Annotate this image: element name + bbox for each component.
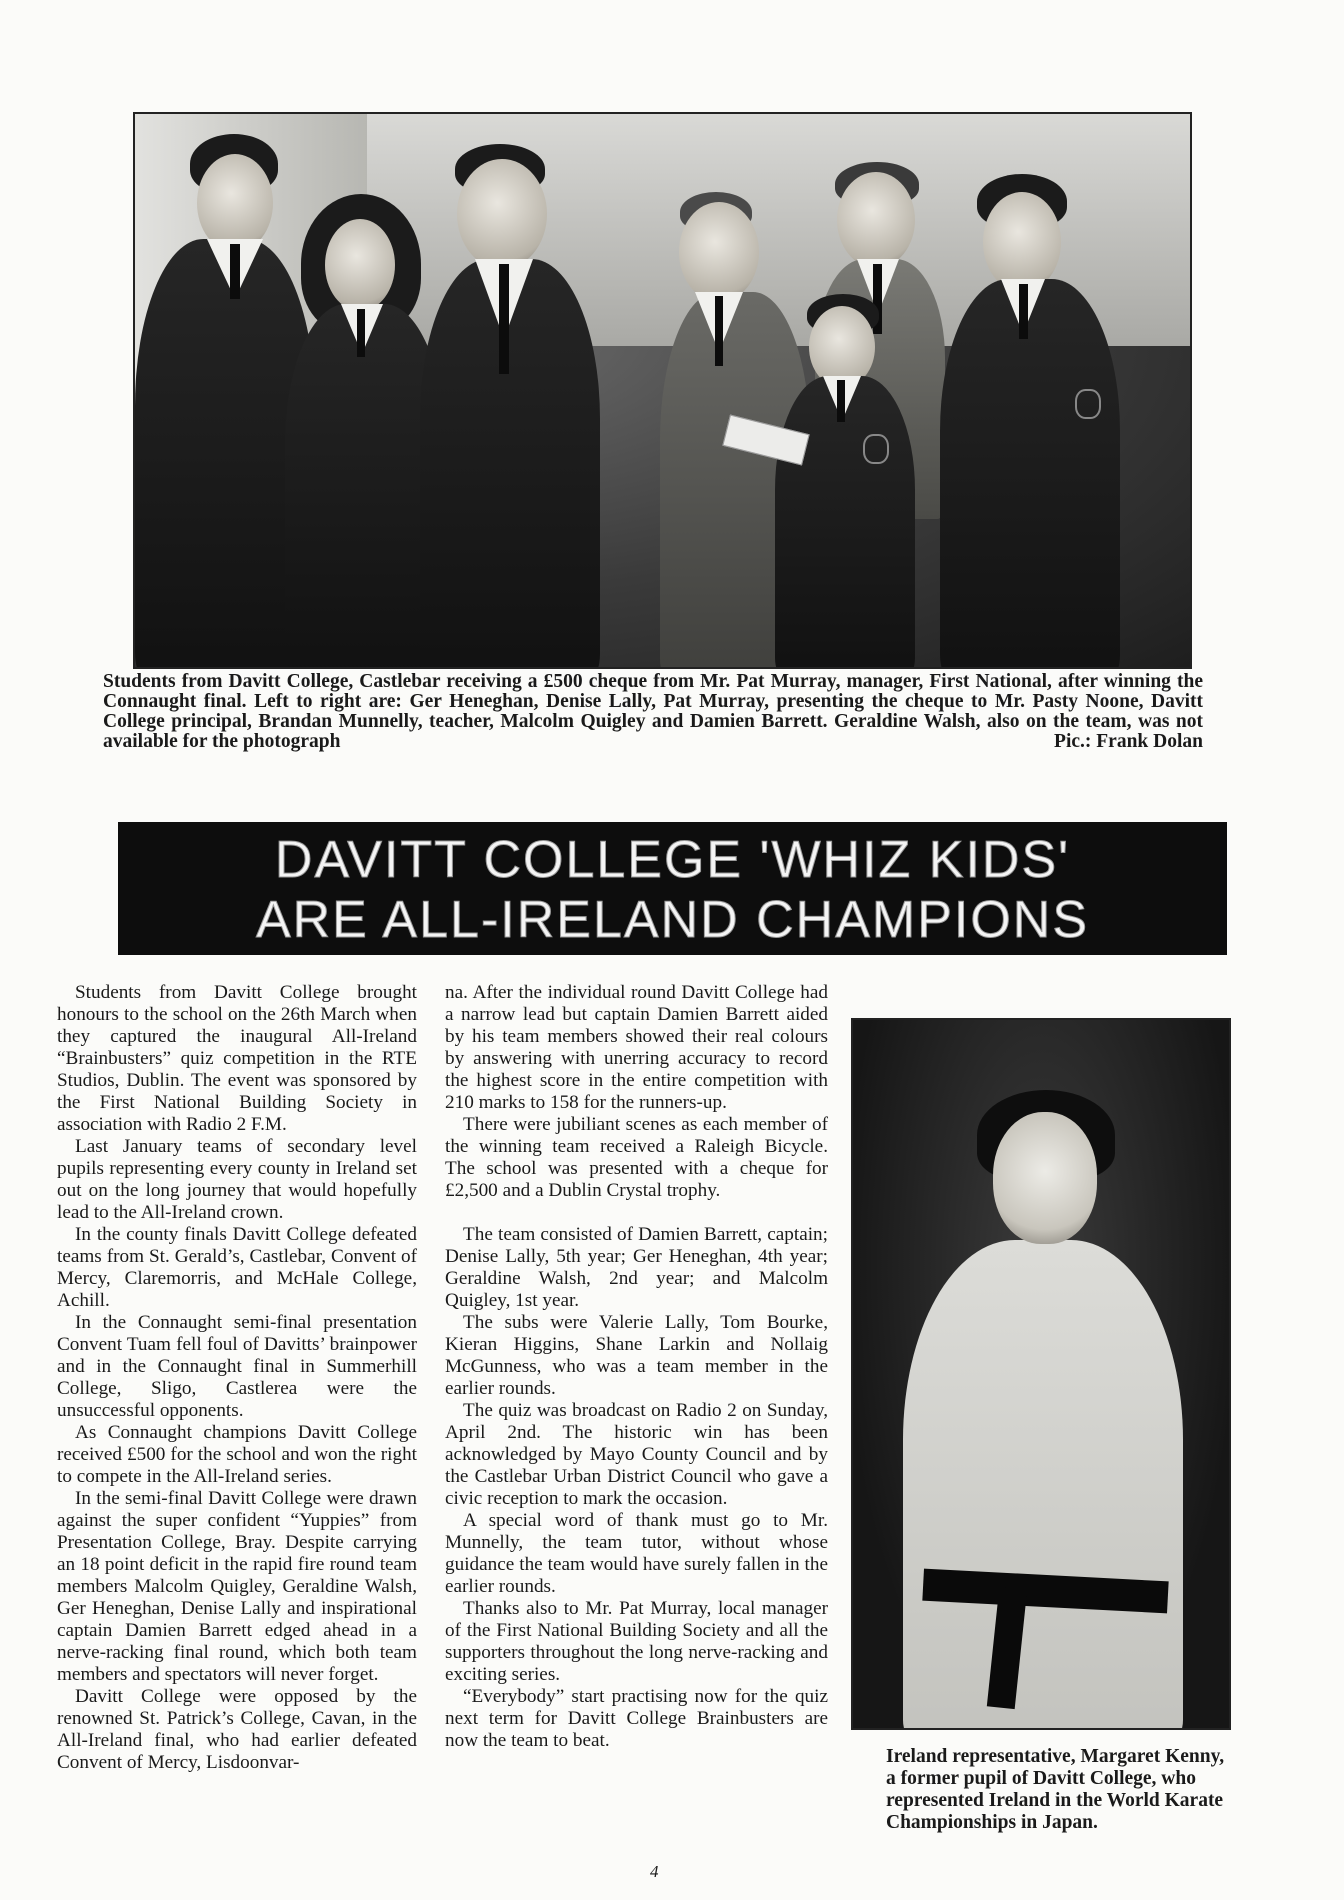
paragraph: There were jubiliant scenes as each member of the winning team received a Raleigh Bicycle. The school was presented with a cheque for £2,500 and a Dublin Crystal trophy. bbox=[445, 1114, 828, 1201]
caption-text: Students from Davitt College, Castlebar receiving a £500 cheque from Mr. Pat Murray, manager, First National, after winning the Connaught final. Left to right are: Ger Heneghan, Denise Lally, Pat Murray, presenting the cheque to Mr. Pasty Noone, Davitt College principal, Brandan Munnelly, teacher, Malcolm Quigley and Damien Barrett. Geraldine Walsh, also on the team, was not available for the photograph bbox=[103, 671, 1203, 752]
photo-caption bbox=[103, 672, 1203, 752]
paragraph: In the Connaught semi-final presentation Convent Tuam fell foul of Davitts’ brainpower and in the Connaught final in Summerhill College, Sligo, Castlerea were the unsuccessful opponents. bbox=[57, 1312, 417, 1421]
paragraph: Last January teams of secondary level pupils representing every county in Ireland set out on the long journey that would hopefully lead to the All-Ireland crown. bbox=[57, 1136, 417, 1223]
page-number: 4 bbox=[650, 1862, 659, 1881]
article-column-2 bbox=[445, 982, 828, 1752]
headline-line-1: DAVITT COLLEGE 'WHIZ KIDS' bbox=[274, 831, 1071, 889]
paragraph: The team consisted of Damien Barrett, captain; Denise Lally, 5th year; Ger Heneghan, 4th year; Geraldine Walsh, 2nd year; and Malcolm Quigley, 1st year. bbox=[445, 1224, 828, 1311]
karate-photo-caption: Ireland representative, Margaret Kenny, a former pupil of Davitt College, who represented Ireland in the World Karate Championships in Japan. bbox=[886, 1746, 1225, 1833]
paragraph: In the county finals Davitt College defeated teams from St. Gerald’s, Castlebar, Convent of Mercy, Claremorris, and McHale College, Achill. bbox=[57, 1224, 417, 1311]
paragraph: As Connaught champions Davitt College received £500 for the school and won the right to compete in the All-Ireland series. bbox=[57, 1422, 417, 1487]
paragraph: The subs were Valerie Lally, Tom Bourke, Kieran Higgins, Shane Larkin and Nollaig McGunness, who was a team member in the earlier rounds. bbox=[445, 1312, 828, 1399]
paragraph: The quiz was broadcast on Radio 2 on Sunday, April 2nd. The historic win has been acknowledged by Mayo County Council and by the Castlebar Urban District Council who gave a civic reception to mark the occasion. bbox=[445, 1400, 828, 1509]
paragraph: Students from Davitt College brought honours to the school on the 26th March when they captured the inaugural All-Ireland “Brainbusters” quiz competition in the RTE Studios, Dublin. The event was sponsored by the First National Building Society in association with Radio 2 F.M. bbox=[57, 982, 417, 1135]
paragraph: “Everybody” start practising now for the quiz next term for Davitt College Brainbusters are now the team to beat. bbox=[445, 1686, 828, 1751]
article-column-1 bbox=[57, 982, 417, 1774]
headline bbox=[118, 822, 1227, 955]
karate-photo bbox=[851, 1018, 1231, 1730]
paragraph: A special word of thank must go to Mr. Munnelly, the team tutor, without whose guidance the team would have surely fallen in the earlier rounds. bbox=[445, 1510, 828, 1597]
headline-line-2: ARE ALL-IRELAND CHAMPIONS bbox=[255, 891, 1090, 949]
paragraph: na. After the individual round Davitt College had a narrow lead but captain Damien Barrett aided by his team members showed their real colours by answering with unerring accuracy to record the highest score in the entire competition with 210 marks to 158 for the runners-up. bbox=[445, 982, 828, 1113]
paragraph: Thanks also to Mr. Pat Murray, local manager of the First National Building Society and all the supporters throughout the long nerve-racking and exciting series. bbox=[445, 1598, 828, 1685]
paragraph: In the semi-final Davitt College were drawn against the super confident “Yuppies” from Presentation College, Bray. Despite carrying an 18 point deficit in the rapid fire round team members Malcolm Quigley, Geraldine Walsh, Ger Heneghan, Denise Lally and inspirational captain Damien Barrett edged ahead in a nerve-racking final round, which both team members and spectators will never forget. bbox=[57, 1488, 417, 1685]
photo-credit: Pic.: Frank Dolan bbox=[1054, 731, 1203, 752]
team-photo bbox=[133, 112, 1192, 669]
paragraph: Davitt College were opposed by the renowned St. Patrick’s College, Cavan, in the All-Ireland final, who had earlier defeated Convent of Mercy, Lisdoonvar- bbox=[57, 1686, 417, 1773]
